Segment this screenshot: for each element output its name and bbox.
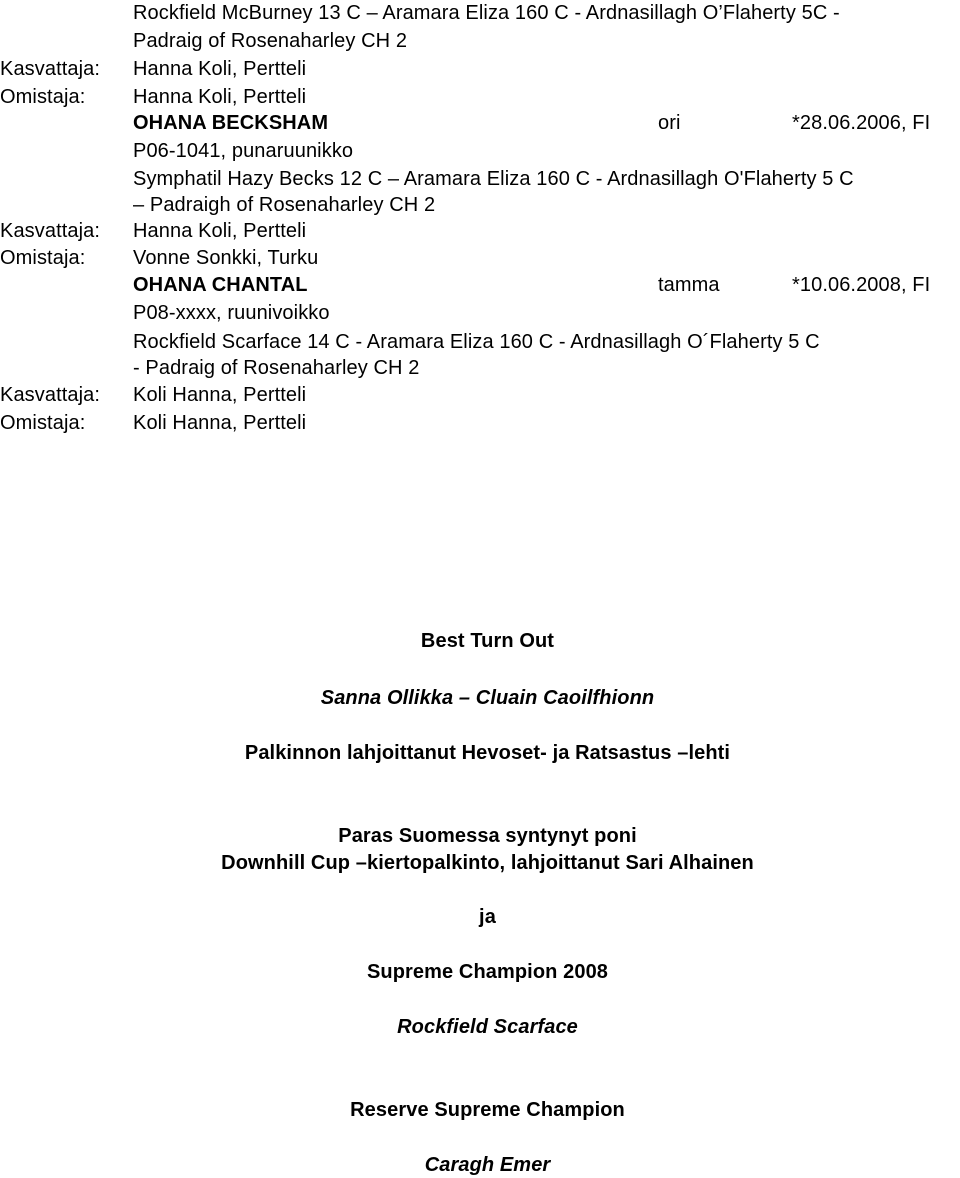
horse-birth: *28.06.2006, FI: [792, 112, 931, 134]
owner-label: Omistaja:: [0, 86, 86, 108]
pedigree-line: Rockfield Scarface 14 C - Aramara Eliza 160 C - Ardnasillagh O´Flaherty 5 C: [133, 331, 820, 353]
award-winner-supreme: Rockfield Scarface: [397, 1016, 578, 1038]
breeder-label: Kasvattaja:: [0, 220, 101, 242]
award-donor: Palkinnon lahjoittanut Hevoset- ja Ratsastus –lehti: [244, 742, 731, 764]
award-title-best-turn-out: Best Turn Out: [420, 630, 555, 652]
award-title-paras: Paras Suomessa syntynyt poni: [338, 825, 637, 847]
breeder-value: Koli Hanna, Pertteli: [133, 384, 307, 406]
pedigree-line: Padraig of Rosenaharley CH 2: [133, 30, 408, 52]
horse-birth: *10.06.2008, FI: [792, 274, 931, 296]
owner-value: Hanna Koli, Pertteli: [133, 86, 307, 108]
award-conjunction: ja: [479, 906, 496, 928]
horse-registration: P08-xxxx, ruunivoikko: [133, 302, 330, 324]
owner-value: Koli Hanna, Pertteli: [133, 412, 307, 434]
breeder-value: Hanna Koli, Pertteli: [133, 58, 307, 80]
award-title-reserve: Reserve Supreme Champion: [350, 1099, 625, 1121]
horse-sex: tamma: [658, 274, 720, 296]
horse-sex: ori: [658, 112, 681, 134]
horse-name: OHANA CHANTAL: [133, 274, 308, 296]
award-title-downhill: Downhill Cup –kiertopalkinto, lahjoittanut Sari Alhainen: [221, 852, 754, 874]
award-winner-reserve: Caragh Emer: [424, 1154, 551, 1176]
pedigree-line: - Padraig of Rosenaharley CH 2: [133, 357, 420, 379]
pedigree-line: Rockfield McBurney 13 C – Aramara Eliza 160 C - Ardnasillagh O’Flaherty 5C -: [133, 2, 840, 24]
horse-registration: P06-1041, punaruunikko: [133, 140, 354, 162]
breeder-label: Kasvattaja:: [0, 58, 101, 80]
owner-value: Vonne Sonkki, Turku: [133, 247, 319, 269]
breeder-value: Hanna Koli, Pertteli: [133, 220, 307, 242]
breeder-label: Kasvattaja:: [0, 384, 101, 406]
owner-label: Omistaja:: [0, 412, 86, 434]
pedigree-line: – Padraigh of Rosenaharley CH 2: [133, 194, 436, 216]
owner-label: Omistaja:: [0, 247, 86, 269]
horse-name: OHANA BECKSHAM: [133, 112, 329, 134]
award-title-supreme: Supreme Champion 2008: [366, 961, 609, 983]
pedigree-line: Symphatil Hazy Becks 12 C – Aramara Eliza 160 C - Ardnasillagh O'Flaherty 5 C: [133, 168, 854, 190]
award-winner-best-turn-out: Sanna Ollikka – Cluain Caoilfhionn: [320, 687, 655, 709]
